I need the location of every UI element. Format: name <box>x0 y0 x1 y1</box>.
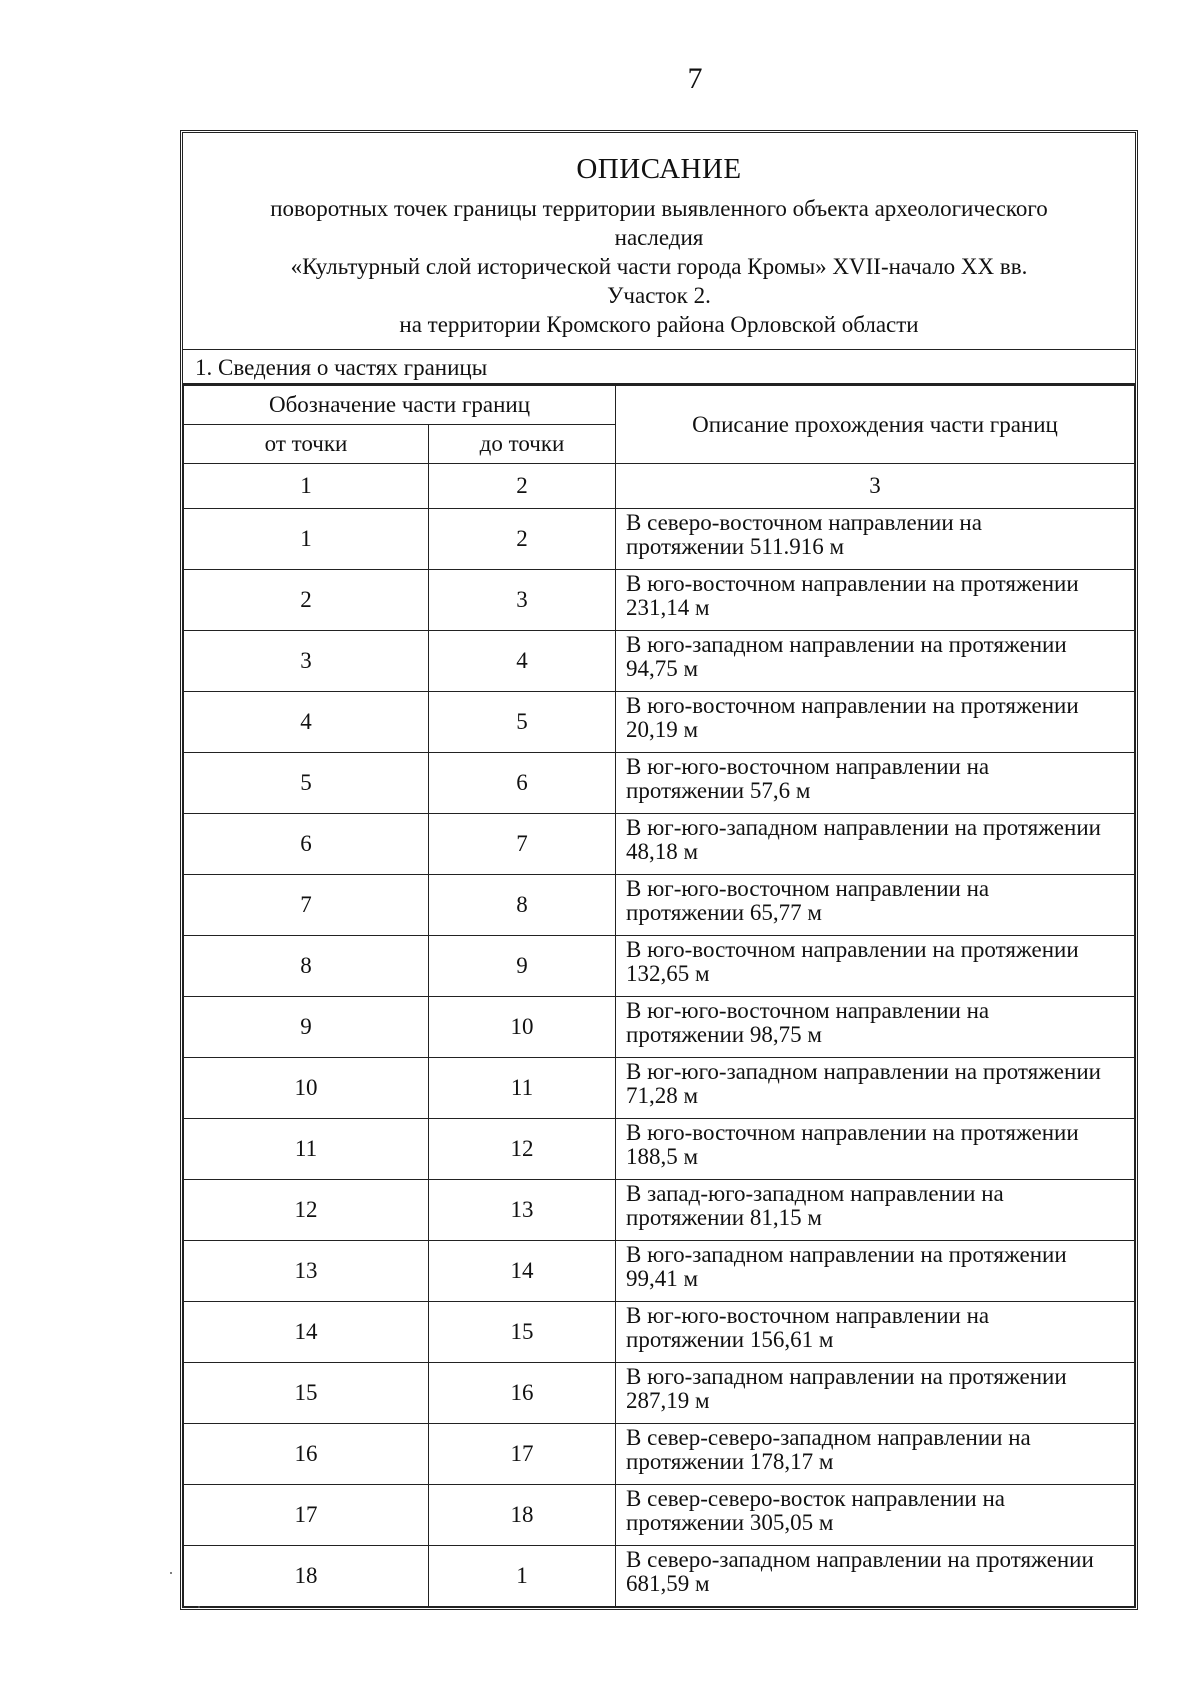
to-point: 13 <box>429 1180 616 1241</box>
from-point: 17 <box>184 1485 429 1546</box>
segment-description <box>616 1119 1135 1180</box>
description-line: 94,75 м <box>626 656 699 681</box>
segment-description <box>616 1546 1135 1607</box>
description-line: протяжении 65,77 м <box>626 900 822 925</box>
description-line: протяжении 156,61 м <box>626 1327 834 1352</box>
description-line: В юго-восточном направлении на протяжении <box>626 937 1079 962</box>
table-row <box>184 753 1135 814</box>
from-point: 13 <box>184 1241 429 1302</box>
from-point: 14 <box>184 1302 429 1363</box>
description-line: В юго-западном направлении на протяжении <box>626 632 1067 657</box>
description-line: протяжении 81,15 м <box>626 1205 822 1230</box>
to-point: 17 <box>429 1424 616 1485</box>
table-row <box>184 936 1135 997</box>
segment-description <box>616 1241 1135 1302</box>
table-row <box>184 1302 1135 1363</box>
segment-description <box>616 1302 1135 1363</box>
segment-description <box>616 570 1135 631</box>
description-line: протяжении 305,05 м <box>626 1510 834 1535</box>
table-row <box>184 509 1135 570</box>
segment-description <box>616 1485 1135 1546</box>
description-line: 71,28 м <box>626 1083 699 1108</box>
boundary-description-document <box>180 130 1138 1610</box>
column-number: 2 <box>429 464 616 509</box>
section-title: 1. Сведения о частях границы <box>183 350 1135 384</box>
from-point: 10 <box>184 1058 429 1119</box>
head-group: Обозначение части границ <box>184 385 616 425</box>
description-line: В юг-юго-восточном направлении на <box>626 876 990 901</box>
from-point: 15 <box>184 1363 429 1424</box>
description-line: протяжении 57,6 м <box>626 778 811 803</box>
description-line: В юго-восточном направлении на протяжении <box>626 693 1079 718</box>
subtitle-line-2: наследия <box>614 225 704 250</box>
to-point: 6 <box>429 753 616 814</box>
description-line: В юг-юго-восточном направлении на <box>626 754 990 779</box>
segment-description <box>616 1363 1135 1424</box>
table-row <box>184 875 1135 936</box>
subtitle-line-4: Участок 2. <box>607 283 711 308</box>
subtitle-line-1: поворотных точек границы территории выявленного объекта археологического <box>270 196 1048 221</box>
segment-description <box>616 753 1135 814</box>
head-from: от точки <box>184 425 429 464</box>
segment-description <box>616 936 1135 997</box>
to-point: 11 <box>429 1058 616 1119</box>
subtitle-line-3: «Культурный слой исторической части города Кромы» XVII-начало XX вв. <box>290 254 1028 279</box>
table-row <box>184 1485 1135 1546</box>
table-row <box>184 997 1135 1058</box>
description-line: В юго-западном направлении на протяжении <box>626 1242 1067 1267</box>
to-point: 12 <box>429 1119 616 1180</box>
to-point: 3 <box>429 570 616 631</box>
from-point: 8 <box>184 936 429 997</box>
to-point: 1 <box>429 1546 616 1607</box>
table-row <box>184 1058 1135 1119</box>
table-row <box>184 1241 1135 1302</box>
to-point: 7 <box>429 814 616 875</box>
to-point: 14 <box>429 1241 616 1302</box>
segment-description <box>616 814 1135 875</box>
description-line: В юго-западном направлении на протяжении <box>626 1364 1067 1389</box>
description-line: 681,59 м <box>626 1571 710 1596</box>
to-point: 8 <box>429 875 616 936</box>
table-row <box>184 814 1135 875</box>
description-line: В северо-восточном направлении на <box>626 510 982 535</box>
from-point: 7 <box>184 875 429 936</box>
segment-description <box>616 997 1135 1058</box>
page-number: 7 <box>687 62 703 95</box>
to-point: 2 <box>429 509 616 570</box>
description-line: 287,19 м <box>626 1388 710 1413</box>
description-line: В север-северо-восток направлении на <box>626 1486 1006 1511</box>
table-row <box>184 1546 1135 1607</box>
scan-specks <box>166 1562 206 1612</box>
from-point: 5 <box>184 753 429 814</box>
table-row <box>184 1119 1135 1180</box>
document-title: ОПИСАНИЕ <box>576 153 742 185</box>
from-point: 1 <box>184 509 429 570</box>
from-point: 12 <box>184 1180 429 1241</box>
table-row <box>184 1424 1135 1485</box>
description-line: протяжении 178,17 м <box>626 1449 834 1474</box>
column-number: 3 <box>616 464 1135 509</box>
description-line: В юг-юго-восточном направлении на <box>626 998 990 1023</box>
segment-description <box>616 875 1135 936</box>
from-point: 2 <box>184 570 429 631</box>
segment-description <box>616 1180 1135 1241</box>
description-line: 48,18 м <box>626 839 699 864</box>
segment-description <box>616 1058 1135 1119</box>
from-point: 3 <box>184 631 429 692</box>
description-line: В юго-восточном направлении на протяжении <box>626 1120 1079 1145</box>
head-description: Описание прохождения части границ <box>616 385 1135 464</box>
to-point: 10 <box>429 997 616 1058</box>
description-line: протяжении 98,75 м <box>626 1022 822 1047</box>
segment-description <box>616 1424 1135 1485</box>
segment-description <box>616 692 1135 753</box>
segment-description <box>616 631 1135 692</box>
table-row <box>184 1180 1135 1241</box>
description-line: протяжении 511.916 м <box>626 534 845 559</box>
to-point: 15 <box>429 1302 616 1363</box>
to-point: 4 <box>429 631 616 692</box>
table-row <box>184 1363 1135 1424</box>
table-row <box>184 631 1135 692</box>
to-point: 9 <box>429 936 616 997</box>
table-row <box>184 692 1135 753</box>
boundary-table <box>183 384 1135 1607</box>
column-number: 1 <box>184 464 429 509</box>
description-line: 188,5 м <box>626 1144 699 1169</box>
to-point: 5 <box>429 692 616 753</box>
head-to: до точки <box>429 425 616 464</box>
to-point: 16 <box>429 1363 616 1424</box>
description-line: В северо-западном направлении на протяжении <box>626 1547 1094 1572</box>
description-line: 231,14 м <box>626 595 710 620</box>
description-line: 99,41 м <box>626 1266 699 1291</box>
from-point: 4 <box>184 692 429 753</box>
column-number-row <box>184 464 1135 509</box>
segment-description <box>616 509 1135 570</box>
to-point: 18 <box>429 1485 616 1546</box>
description-line: 132,65 м <box>626 961 710 986</box>
description-line: В север-северо-западном направлении на <box>626 1425 1031 1450</box>
from-point: 6 <box>184 814 429 875</box>
description-line: 20,19 м <box>626 717 699 742</box>
description-line: В юго-восточном направлении на протяжении <box>626 571 1079 596</box>
description-line: В юг-юго-западном направлении на протяжении <box>626 815 1101 840</box>
from-point: 9 <box>184 997 429 1058</box>
from-point: 16 <box>184 1424 429 1485</box>
description-line: В запад-юго-западном направлении на <box>626 1181 1004 1206</box>
from-point: 18 <box>184 1546 429 1607</box>
description-line: В юг-юго-восточном направлении на <box>626 1303 990 1328</box>
document-header <box>183 133 1135 350</box>
table-row <box>184 570 1135 631</box>
from-point: 11 <box>184 1119 429 1180</box>
description-line: В юг-юго-западном направлении на протяжении <box>626 1059 1101 1084</box>
subtitle-line-5: на территории Кромского района Орловской области <box>399 312 919 337</box>
